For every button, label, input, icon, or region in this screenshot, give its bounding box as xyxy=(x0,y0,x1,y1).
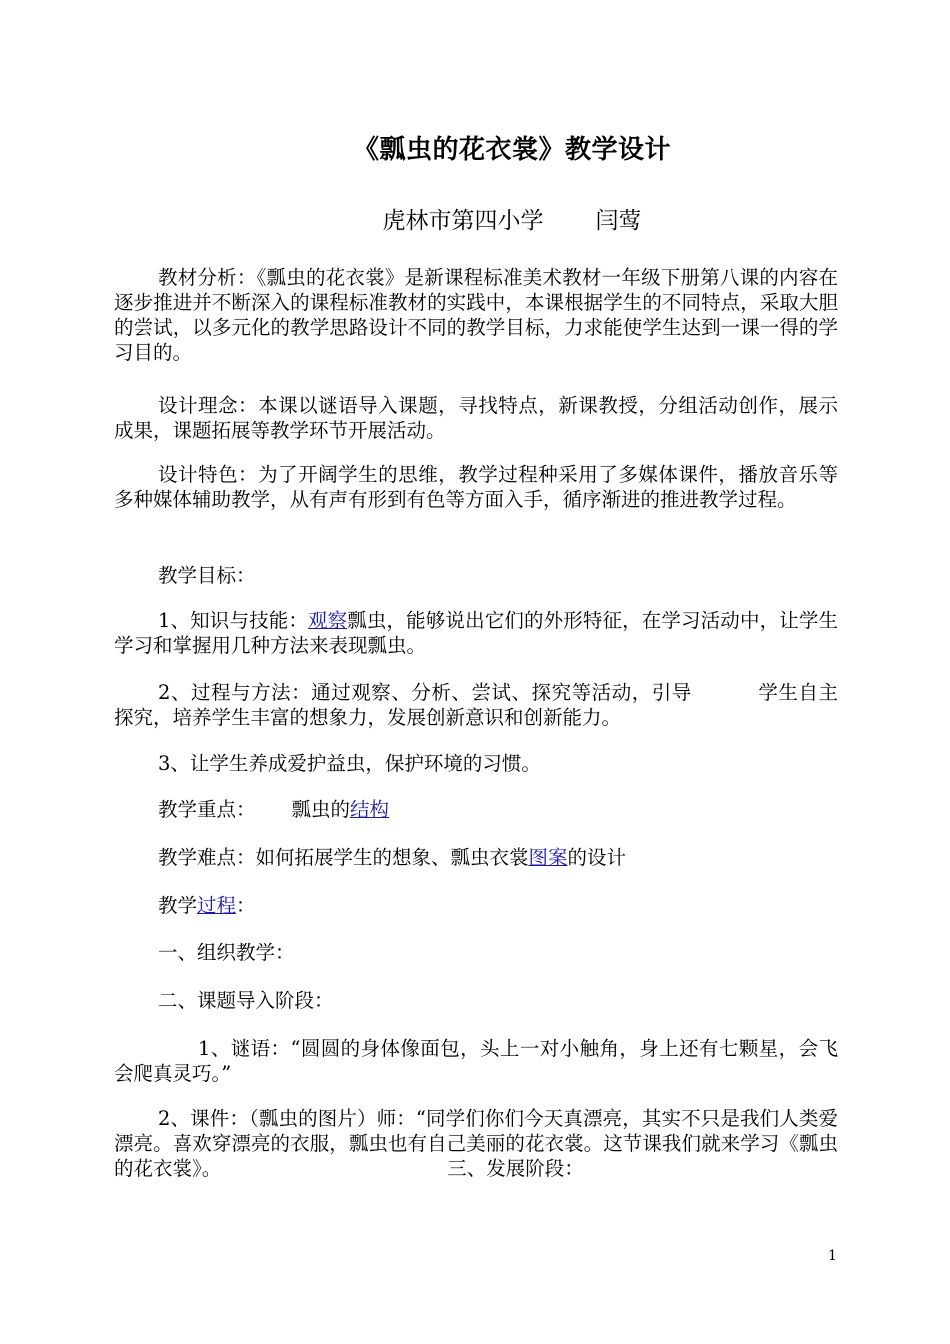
courseware-text: 2、课件：（瓢虫的图片）师：“同学们你们今天真漂亮，其实不只是我们人类爱漂亮。喜欢穿漂亮的衣服，瓢虫也有自己美丽的花衣裳。这节课我们就来学习《瓢虫的花衣裳》。 xyxy=(114,1107,838,1180)
link-pattern[interactable]: 图案 xyxy=(528,846,568,869)
teaching-process-label: 教学 xyxy=(158,894,198,917)
document-title: 《瓢虫的花衣裳》教学设计 xyxy=(352,135,671,165)
paragraph-riddle: 1、谜语：“圆圆的身体像面包，头上一对小触角，身上还有七颗星，会飞会爬真灵巧。” xyxy=(114,1037,838,1085)
paragraph-teaching-process xyxy=(114,893,838,918)
paragraph-design-concept: 设计理念：本课以谜语导入课题，寻找特点，新课教授，分组活动创作，展示成果，课题拓展等教学环节开展活动。 xyxy=(114,394,838,442)
paragraph-design-features: 设计特色：为了开阔学生的思维，教学过程种采用了多媒体课件，播放音乐等多种媒体辅助教学，从有声有形到有色等方面入手，循序渐进的推进教学过程。 xyxy=(114,463,838,511)
key-point-text: 瓢虫的 xyxy=(291,798,351,821)
link-observe[interactable]: 观察 xyxy=(307,609,348,632)
goal-knowledge-label: 1、知识与技能： xyxy=(158,609,308,632)
paragraph-difficulty xyxy=(114,845,838,870)
difficulty-text-a: 教学难点：如何拓展学生的想象、瓢虫衣裳 xyxy=(158,846,529,869)
section-three-heading: 三、发展阶段： xyxy=(447,1157,584,1180)
paragraph-material-analysis: 教材分析：《瓢虫的花衣裳》是新课程标准美术教材一年级下册第八课的内容在逐步推进并不断深入的课程标准教材的实践中，本课根据学生的不同特点，采取大胆的尝试，以多元化的教学思路设计不同的教学目标，力求能使学生达到一课一得的学习目的。 xyxy=(114,266,838,364)
paragraph-section-two: 二、课题导入阶段： xyxy=(158,989,334,1012)
link-process[interactable]: 过程 xyxy=(197,894,237,917)
teaching-process-colon: ： xyxy=(236,894,256,917)
paragraph-key-point xyxy=(114,797,838,822)
author-school: 虎林市第四小学 xyxy=(382,208,544,234)
difficulty-text-b: 的设计 xyxy=(567,846,627,869)
goal-process-text-a: 2、过程与方法：通过观察、分析、尝试、探究等活动，引导 xyxy=(158,681,692,704)
author-name: 闫莺 xyxy=(595,208,642,234)
document-author xyxy=(0,204,950,238)
paragraph-teaching-goals: 教学目标： xyxy=(158,564,256,587)
page-number: 1 xyxy=(828,1248,837,1264)
paragraph-goal-process xyxy=(114,680,838,730)
paragraph-goal-knowledge xyxy=(114,608,838,658)
link-structure[interactable]: 结构 xyxy=(350,798,390,821)
goal-process-text-b: 学生自主探究，培养学生丰富的想象力，发展创新意识和创新能力。 xyxy=(114,681,838,729)
paragraph-courseware xyxy=(114,1106,838,1181)
paragraph-section-one: 一、组织教学： xyxy=(158,941,295,964)
goal-knowledge-text: 瓢虫，能够说出它们的外形特征，在学习活动中，让学生学习和掌握用几种方法来表现瓢虫。 xyxy=(114,609,838,657)
key-point-label: 教学重点： xyxy=(158,798,256,821)
paragraph-goal-attitude: 3、让学生养成爱护益虫，保护环境的习惯。 xyxy=(158,752,541,775)
